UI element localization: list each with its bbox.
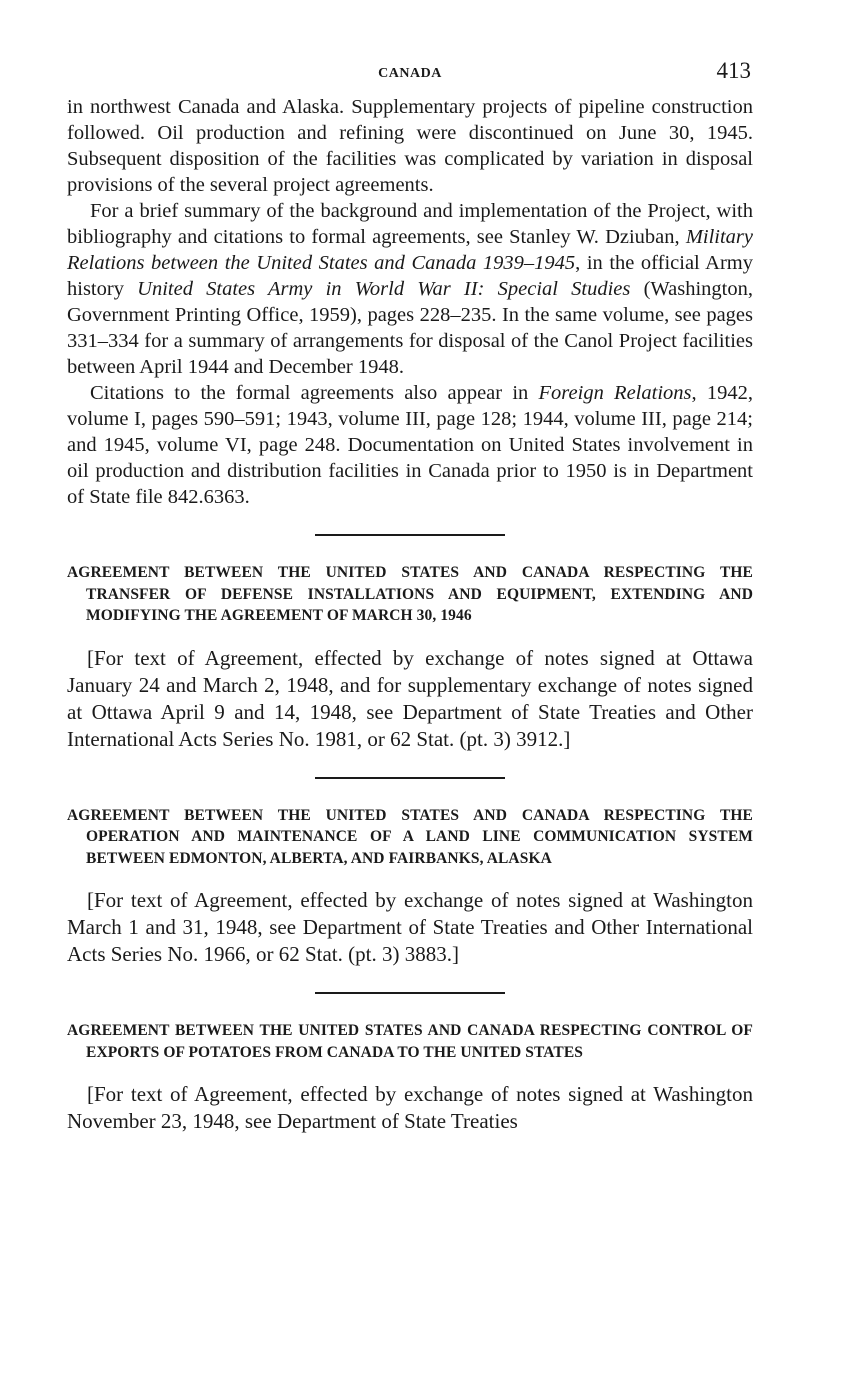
section-title: AGREEMENT BETWEEN THE UNITED STATES AND CANADA RESPECTING THE OPERATION AND MAINTENANCE OF A LAND LINE COMMUNICATION SYSTEM BETWEEN EDMONTON, ALBERTA, AND FAIRBANKS, ALASKA xyxy=(67,806,753,867)
intro-paragraph-2 xyxy=(67,198,753,380)
section-body: [For text of Agreement, effected by exchange of notes signed at Ottawa January 24 and March 2, 1948, and for supplementary exchange of notes signed at Ottawa April 9 and 14, 1948, see Department of State Treaties and Other International Acts Series No. 1981, or 62 Stat. (pt. 3) 3912.] xyxy=(67,645,753,751)
divider-rule xyxy=(315,534,505,536)
section-divider xyxy=(67,510,753,562)
document-page xyxy=(67,58,753,1135)
divider-rule xyxy=(315,992,505,994)
section-divider xyxy=(67,753,753,805)
page-header xyxy=(67,58,753,94)
section-divider xyxy=(67,968,753,1020)
running-head: CANADA xyxy=(378,66,442,81)
p3-text-a: Citations to the formal agreements also appear in xyxy=(90,382,539,404)
intro-paragraph-1: in northwest Canada and Alaska. Supplementary projects of pipeline construction followed. Oil production and refining were discontinued on June 30, 1945. Subsequent disposition of the facilities was complicated by variation in disposal provisions of the several project agreements. xyxy=(67,96,753,196)
p2-italic-title-1: Military Relations between the United States and Canada 1939–1945 xyxy=(67,226,753,274)
p3-italic-title: Foreign Relations xyxy=(538,382,692,404)
divider-rule xyxy=(315,777,505,779)
section-body: [For text of Agreement, effected by exchange of notes signed at Washington November 23, 1948, see Department of State Treaties xyxy=(67,1082,753,1133)
p2-italic-title-2: United States Army in World War II: Special Studies xyxy=(137,278,631,300)
page-number: 413 xyxy=(716,58,751,83)
p2-text-c: (Washington, Government Printing Office, 1959), pages 228–235. In the same volume, see pages 331–334 for a summary of arrangements for disposal of the Canol Project facilities between April 1944 and December 1948. xyxy=(67,278,753,378)
section-title: AGREEMENT BETWEEN THE UNITED STATES AND CANADA RESPECTING THE TRANSFER OF DEFENSE INSTALLATIONS AND EQUIPMENT, EXTENDING AND MODIFYING THE AGREEMENT OF MARCH 30, 1946 xyxy=(67,564,753,624)
section-title: AGREEMENT BETWEEN THE UNITED STATES AND CANADA RESPECTING CONTROL OF EXPORTS OF POTATOES FROM CANADA TO THE UNITED STATES xyxy=(67,1022,753,1061)
intro-paragraph-3 xyxy=(67,380,753,510)
p3-text-b: , 1942, volume I, pages 590–591; 1943, volume III, page 128; 1944, volume III, page 214; and 1945, volume VI, page 248. Documentation on United States involvement in oil production and distribution facilities in Canada prior to 1950 is in Department of State file 842.6363. xyxy=(67,382,753,508)
section-body: [For text of Agreement, effected by exchange of notes signed at Washington March 1 and 31, 1948, see Department of State Treaties and Other International Acts Series No. 1966, or 62 Stat. (pt. 3) 3883.] xyxy=(67,888,753,966)
p2-text-a: For a brief summary of the background and implementation of the Project, with bibliography and citations to formal agreements, see Stanley W. Dziuban, xyxy=(67,200,753,248)
p2-text-b: , in the official Army history xyxy=(67,252,753,300)
